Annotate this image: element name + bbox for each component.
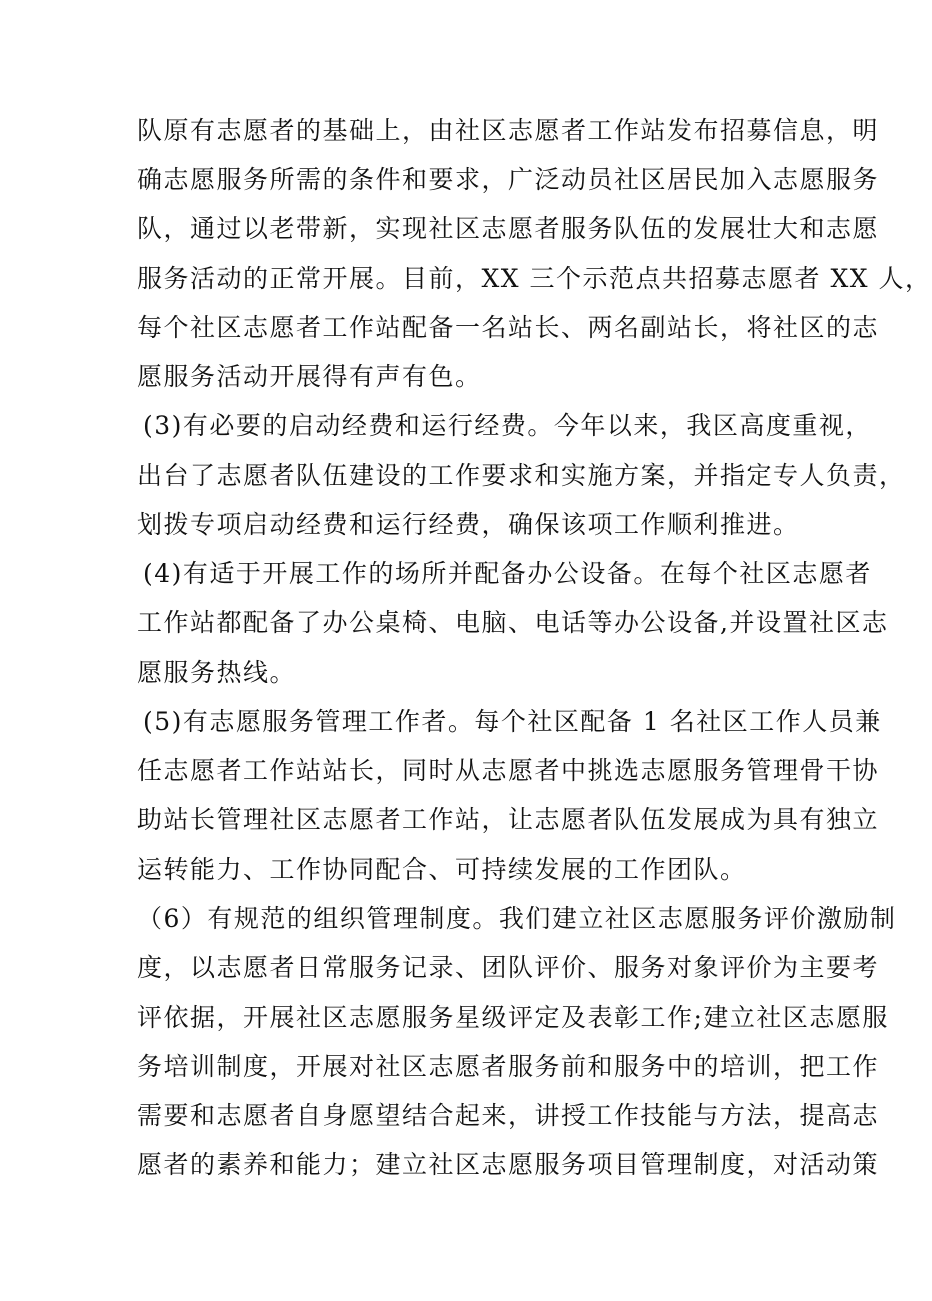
text-line: 队原有志愿者的基础上，由社区志愿者工作站发布招募信息，明 (137, 116, 880, 145)
text-line: 队，通过以老带新，实现社区志愿者服务队伍的发展壮大和志愿 (137, 214, 880, 243)
text-line: 需要和志愿者自身愿望结合起来，讲授工作技能与方法，提高志 (137, 1101, 880, 1130)
text-line: 愿者的素养和能力；建立社区志愿服务项目管理制度，对活动策 (137, 1150, 880, 1179)
text-line: 评依据，开展社区志愿服务星级评定及表彰工作;建立社区志愿服 (137, 1003, 889, 1032)
text-line: 愿服务热线。 (137, 658, 297, 687)
text-line: 务培训制度，开展对社区志愿者服务前和服务中的培训，把工作 (137, 1052, 880, 1081)
text-line: 运转能力、工作协同配合、可持续发展的工作团队。 (137, 855, 747, 884)
text-line: 确志愿服务所需的条件和要求，广泛动员社区居民加入志愿服务 (137, 165, 880, 194)
text-line: 度，以志愿者日常服务记录、团队评价、服务对象评价为主要考 (137, 953, 880, 982)
text-line: 工作站都配备了办公桌椅、电脑、电话等办公设备,并设置社区志 (137, 608, 889, 637)
text-line: （6）有规范的组织管理制度。我们建立社区志愿服务评价激励制 (137, 904, 897, 933)
text-line: 助站长管理社区志愿者工作站，让志愿者队伍发展成为具有独立 (137, 805, 880, 834)
text-line: 划拨专项启动经费和运行经费，确保该项工作顺利推进。 (137, 510, 800, 539)
text-line: 出台了志愿者队伍建设的工作要求和实施方案，并指定专人负责， (137, 461, 906, 490)
text-line: 服务活动的正常开展。目前，XX 三个示范点共招募志愿者 XX 人， (137, 264, 932, 293)
text-line: (4)有适于开展工作的场所并配备办公设备。在每个社区志愿者 (143, 559, 872, 588)
text-line: 每个社区志愿者工作站配备一名站长、两名副站长，将社区的志 (137, 313, 880, 342)
text-line: 愿服务活动开展得有声有色。 (137, 362, 482, 391)
text-line: 任志愿者工作站站长，同时从志愿者中挑选志愿服务管理骨干协 (137, 756, 880, 785)
text-line: (3)有必要的启动经费和运行经费。今年以来，我区高度重视， (143, 411, 872, 440)
text-line: (5)有志愿服务管理工作者。每个社区配备 1 名社区工作人员兼 (143, 707, 882, 736)
